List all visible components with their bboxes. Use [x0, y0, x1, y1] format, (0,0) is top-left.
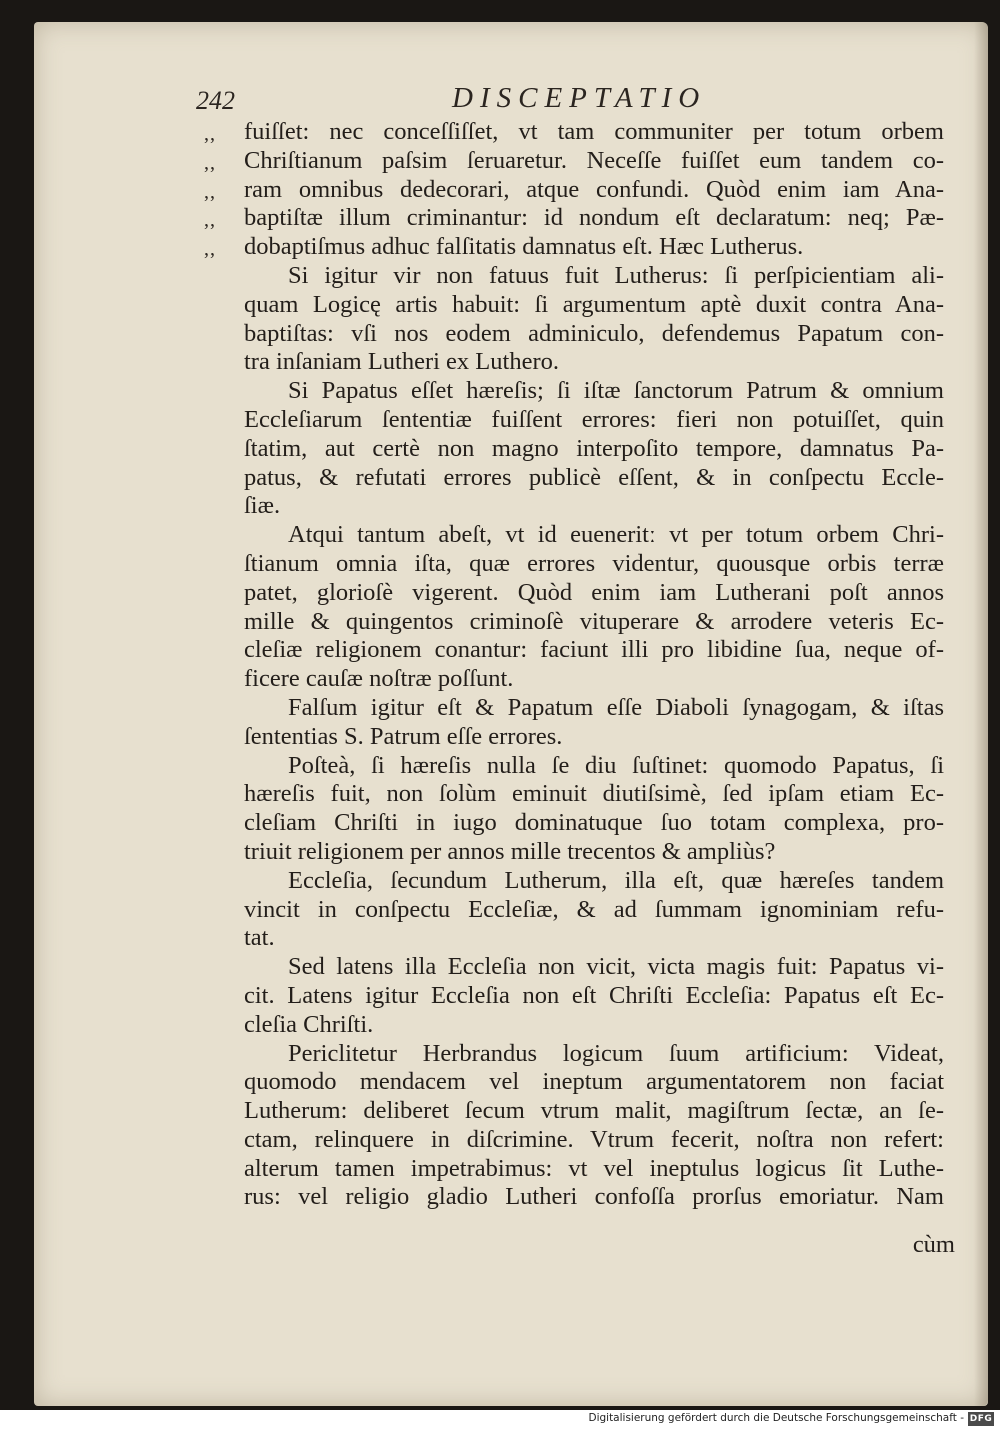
text-line — [244, 752, 944, 781]
text-line — [244, 377, 944, 406]
line-text: cit. Latens igitur Eccleſia non eſt Chriſti Eccleſia: Papatus eſt Ec- — [244, 981, 944, 1009]
body-text — [204, 118, 944, 1212]
text-line — [244, 521, 944, 550]
line-text: ſtianum omnia iſta, quæ errores videntur, quousque orbis terræ — [244, 549, 944, 577]
line-text: Si Papatus eſſet hæreſis; ſi iſtæ ſanctorum Patrum & omnium — [288, 377, 944, 405]
line-text: baptiſtas: vſi nos eodem adminiculo, defendemus Papatum con- — [244, 319, 944, 347]
text-line — [204, 175, 944, 205]
text-line — [244, 723, 944, 752]
page-edge-shadow — [974, 22, 988, 1406]
page-number: 242 — [196, 86, 235, 115]
text-line — [244, 1126, 944, 1155]
line-text: alterum tamen impetrabimus: vt vel ineptulus logicus ſit Luthe- — [244, 1154, 944, 1182]
line-text: hæreſis fuit, non ſolùm eminuit diutiſsimè, ſed ipſam etiam Ec- — [244, 780, 944, 808]
line-text: Eccleſiarum ſententiæ fuiſſent errores: fieri non potuiſſet, quin — [244, 405, 944, 433]
text-line — [244, 1183, 944, 1212]
line-text: Falſum igitur eſt & Papatum eſſe Diaboli ſynagogam, & iſtas — [288, 693, 944, 721]
line-text: Lutherum: deliberet ſecum vtrum malit, magiſtrum ſectæ, an ſe- — [244, 1097, 944, 1125]
quotation-marginal-mark: ,, — [204, 151, 216, 174]
line-text: ſtatim, aut certè non magno interpoſito tempore, damnatus Pa- — [244, 434, 944, 462]
line-text: Eccleſia, ſecundum Lutherum, illa eſt, quæ hæreſes tandem — [288, 866, 944, 894]
text-line — [204, 233, 944, 262]
text-line — [244, 982, 944, 1011]
line-text: quomodo mendacem vel ineptum argumentatorem non faciat — [244, 1068, 944, 1096]
line-text: baptiſtæ illum criminantur: id nondum eſt declaratum: neq; Pæ- — [244, 204, 944, 232]
line-text: patus, & refutati errores publicè eſſent, & in conſpectu Eccle- — [244, 463, 944, 491]
funding-credit: Digitalisierung gefördert durch die Deutsche Forschungsgemeinschaft - — [588, 1412, 964, 1424]
text-line — [244, 953, 944, 982]
quotation-marginal-mark: ,, — [204, 209, 216, 232]
line-text: Poſteà, ſi hæreſis nulla ſe diu ſuſtinet: quomodo Papatus, ſi — [288, 751, 944, 779]
text-line — [244, 291, 944, 320]
text-line — [244, 608, 944, 637]
text-line — [244, 406, 944, 435]
text-line — [244, 348, 944, 377]
line-text: ram omnibus dedecorari, atque confundi. Quòd enim iam Ana- — [244, 175, 944, 203]
line-text: cleſiæ religionem conantur: faciunt illi pro libidine ſua, neque of- — [244, 636, 944, 664]
text-line — [244, 464, 944, 493]
text-line — [244, 1011, 944, 1040]
text-line — [244, 809, 944, 838]
quotation-marginal-mark: ,, — [204, 238, 216, 261]
text-line — [244, 636, 944, 665]
text-line — [244, 435, 944, 464]
quotation-marginal-mark: ,, — [204, 180, 216, 203]
text-line — [244, 694, 944, 723]
text-line — [244, 1097, 944, 1126]
text-line — [244, 1068, 944, 1097]
quotation-marginal-mark: ,, — [204, 123, 216, 145]
line-text: quam Logicę artis habuit: ſi argumentum aptè duxit contra Ana- — [244, 290, 944, 318]
line-text: vincit in conſpectu Eccleſiæ, & ad ſummam ignominiam refu- — [244, 895, 944, 923]
line-text: Sed latens illa Eccleſia non vicit, victa magis fuit: Papatus vi- — [288, 953, 944, 981]
line-text: tra inſaniam Lutheri ex Luthero. — [244, 348, 559, 376]
line-text: mille & quingentos criminoſè vituperare & arrodere veteris Ec- — [244, 607, 944, 635]
text-line — [244, 780, 944, 809]
line-text: cleſia Chriſti. — [244, 1010, 374, 1038]
text-line — [244, 492, 944, 521]
line-text: ſententias S. Patrum eſſe errores. — [244, 722, 563, 750]
text-line — [244, 896, 944, 925]
text-line — [244, 262, 944, 291]
line-text: fuiſſet: nec conceſſiſſet, vt tam communiter per totum orbem — [244, 118, 944, 145]
text-line — [204, 118, 944, 147]
text-line — [244, 838, 944, 867]
line-text: tat. — [244, 924, 275, 952]
text-line — [244, 1155, 944, 1184]
line-text: Si igitur vir non fatuus fuit Lutherus: ſi perſpicientiam ali- — [288, 261, 944, 289]
text-line — [244, 320, 944, 349]
digitization-footer — [0, 1410, 1000, 1429]
text-line — [244, 867, 944, 896]
catchword: cùm — [912, 1231, 955, 1258]
text-line — [244, 579, 944, 608]
dfg-logo: DFG — [969, 1414, 993, 1424]
line-text: ficere cauſæ noſtræ poſſunt. — [244, 665, 514, 693]
line-text: Chriſtianum paſsim ſeruaretur. Neceſſe fuiſſet eum tandem co- — [244, 146, 944, 174]
text-line — [244, 924, 944, 953]
text-line — [204, 204, 944, 233]
line-text: Atqui tantum abeſt, vt id eueneritː vt per totum orbem Chri- — [288, 521, 944, 549]
line-text: rus: vel religio gladio Lutheri confoſſa prorſus emoriatur. Nam — [244, 1183, 944, 1211]
line-text: dobaptiſmus adhuc falſitatis damnatus eſt. Hæc Lutherus. — [244, 233, 804, 261]
line-text: ctam, relinquere in diſcrimine. Vtrum fecerit, noſtra non refert: — [244, 1125, 944, 1153]
line-text: ſiæ. — [244, 492, 281, 520]
text-line — [204, 146, 944, 176]
text-line — [244, 1040, 944, 1069]
line-text: Periclitetur Herbrandus logicum ſuum artificium: Videat, — [288, 1039, 944, 1067]
text-line — [244, 665, 944, 694]
line-text: cleſiam Chriſti in iugo dominatuque ſuo totam complexa, pro- — [244, 809, 944, 837]
line-text: triuit religionem per annos mille trecentos & ampliùs? — [244, 837, 776, 865]
text-line — [244, 550, 944, 579]
running-title: DISCEPTATIO — [452, 82, 707, 114]
line-text: patet, glorioſè vigerent. Quòd enim iam Lutherani poſt annos — [244, 578, 944, 606]
